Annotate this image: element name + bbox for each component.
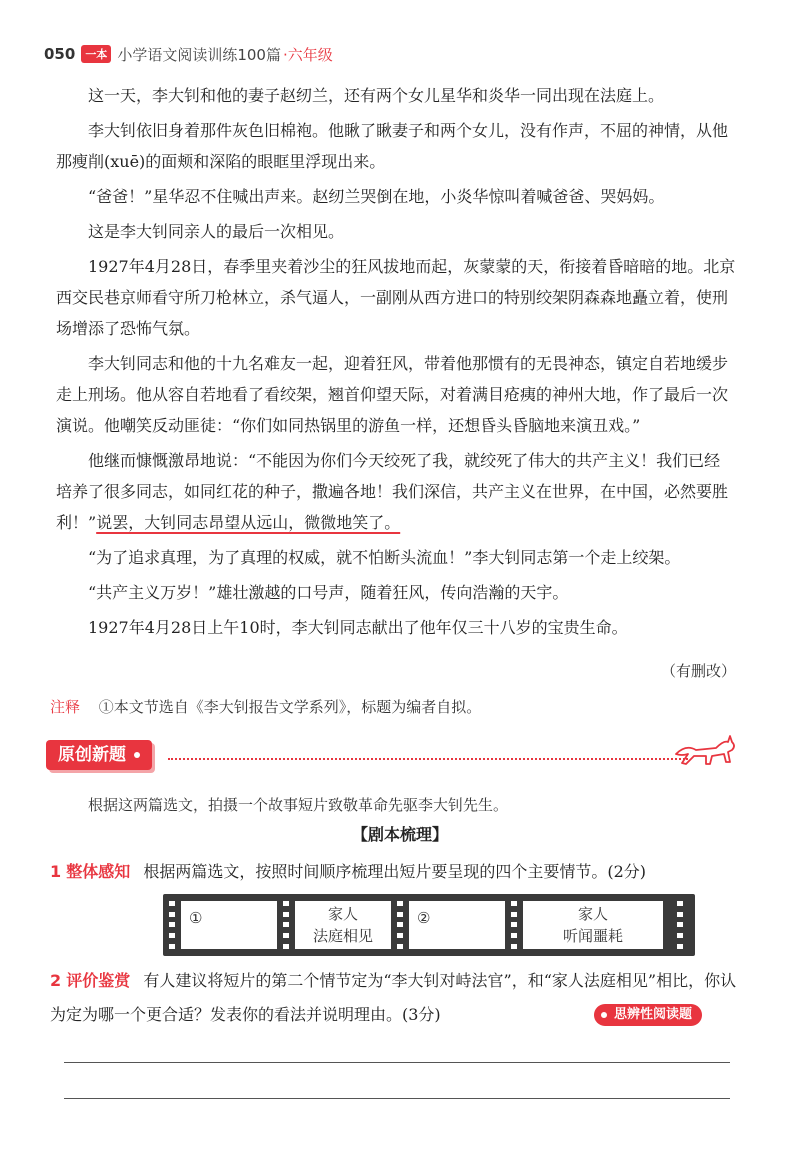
film-sprockets xyxy=(279,898,293,952)
question-type-tag: 思辨性阅读题 xyxy=(594,1004,702,1026)
frame-label: 家人 xyxy=(327,905,358,923)
frame-label-line2: 法庭相见 xyxy=(312,927,373,945)
paragraph: 这一天，李大钊和他的妻子赵纫兰，还有两个女儿星华和炎华一同出现在法庭上。 xyxy=(88,86,665,105)
article-body xyxy=(56,80,736,643)
book-title: 小学语文阅读训练100篇 xyxy=(117,45,281,64)
frame-label-line2: 听闻噩耗 xyxy=(562,927,623,945)
footnote-label: 注释 xyxy=(50,698,81,716)
brand-logo: 一本 xyxy=(81,45,111,63)
paragraph: 1927年4月28日，春季里夹着沙尘的狂风拔地而起，灰蒙蒙的天，衔接着昏暗暗的地。北京西交民巷京师看守所刀枪林立，杀气逼人，一副刚从西方进口的特别绞架阴森森地矗立着，使刑场增添了恐怖气氛。 xyxy=(56,257,736,338)
question-label: 评价鉴赏 xyxy=(66,971,131,990)
answer-line[interactable] xyxy=(64,1062,730,1063)
section-tag-label: 原创新题 xyxy=(58,745,126,765)
film-sprockets xyxy=(673,898,687,952)
paragraph: 李大钊同志和他的十九名难友一起，迎着狂风，带着他那惯有的无畏神态，镇定自若地缓步走上刑场。他从容自若地看了看绞架，翘首仰望天际，对着满目疮痍的神州大地，作了最后一次演说。他嘲笑反动匪徒：“你们如同热锅里的游鱼一样，还想昏头昏脑地来演丑戏。” xyxy=(56,354,729,435)
question-label: 整体感知 xyxy=(66,862,131,881)
film-sprockets xyxy=(507,898,521,952)
section-tag xyxy=(46,740,152,770)
question-number: 2 xyxy=(50,971,62,990)
film-frame-1[interactable] xyxy=(181,901,277,949)
paragraph: “共产主义万岁！”雄壮激越的口号声，随着狂风，传向浩瀚的天宇。 xyxy=(88,583,569,602)
question-text-line2: 为定为哪一个更合适？发表你的看法并说明理由。(3分) xyxy=(50,1005,441,1024)
frame-label: 家人 xyxy=(577,905,608,923)
cat-icon xyxy=(672,730,736,770)
film-frame-3[interactable] xyxy=(409,901,505,949)
section-divider xyxy=(168,758,688,760)
question-text-line1: 有人建议将短片的第二个情节定为“李大钊对峙法官”，和“家人法庭相见”相比，你认 xyxy=(143,971,737,990)
question-text: 根据两篇选文，按照时间顺序梳理出短片要呈现的四个主要情节。(2分) xyxy=(143,862,647,881)
film-frame-2 xyxy=(295,901,391,949)
question-2-continued xyxy=(50,1000,441,1030)
footnote xyxy=(50,696,481,717)
source-note: （有删改） xyxy=(660,662,736,680)
paragraph: 这是李大钊同亲人的最后一次相见。 xyxy=(88,222,345,241)
frame-label: ① xyxy=(189,909,203,927)
page-number: 050 xyxy=(44,45,76,63)
film-frame-4 xyxy=(523,901,663,949)
film-sprockets xyxy=(393,898,407,952)
book-grade: ·六年级 xyxy=(282,45,333,64)
paragraph-with-underline xyxy=(56,445,736,538)
paragraph: “为了追求真理，为了真理的权威，就不怕断头流血！”李大钊同志第一个走上绞架。 xyxy=(88,548,681,567)
footnote-text: ①本文节选自《李大钊报告文学系列》，标题为编者自拟。 xyxy=(98,698,482,716)
paragraph: “爸爸！”星华忍不住喊出声来。赵纫兰哭倒在地，小炎华惊叫着喊爸爸、哭妈妈。 xyxy=(88,187,665,206)
dot-icon xyxy=(134,752,140,758)
answer-line[interactable] xyxy=(64,1098,730,1099)
script-title: 【剧本梳理】 xyxy=(351,825,448,844)
underlined-sentence: 说罢，大钊同志昂望从远山，微微地笑了。 xyxy=(96,513,401,532)
question-1 xyxy=(50,857,646,887)
question-2 xyxy=(50,966,740,996)
film-strip xyxy=(163,894,695,956)
paragraph-text: 他继而慷慨激昂地说：“不能因为你们今天绞死了我，就绞死了伟大的共产主义！我们已经培养了很多同志，如同红花的种子，撒遍各地！我们深信，共产主义在世界，在中国，必然要胜利！” xyxy=(56,451,729,532)
task-intro: 根据这两篇选文，拍摄一个故事短片致敬革命先驱李大钊先生。 xyxy=(88,796,509,814)
paragraph: 李大钊依旧身着那件灰色旧棉袍。他瞅了瞅妻子和两个女儿，没有作声，不屈的神情，从他那瘦削(xuē)的面颊和深陷的眼眶里浮现出来。 xyxy=(56,121,729,171)
film-sprockets xyxy=(165,898,179,952)
question-number: 1 xyxy=(50,862,62,881)
paragraph: 1927年4月28日上午10时，李大钊同志献出了他年仅三十八岁的宝贵生命。 xyxy=(88,618,628,637)
frame-label: ② xyxy=(417,909,431,927)
page-header xyxy=(44,42,333,66)
